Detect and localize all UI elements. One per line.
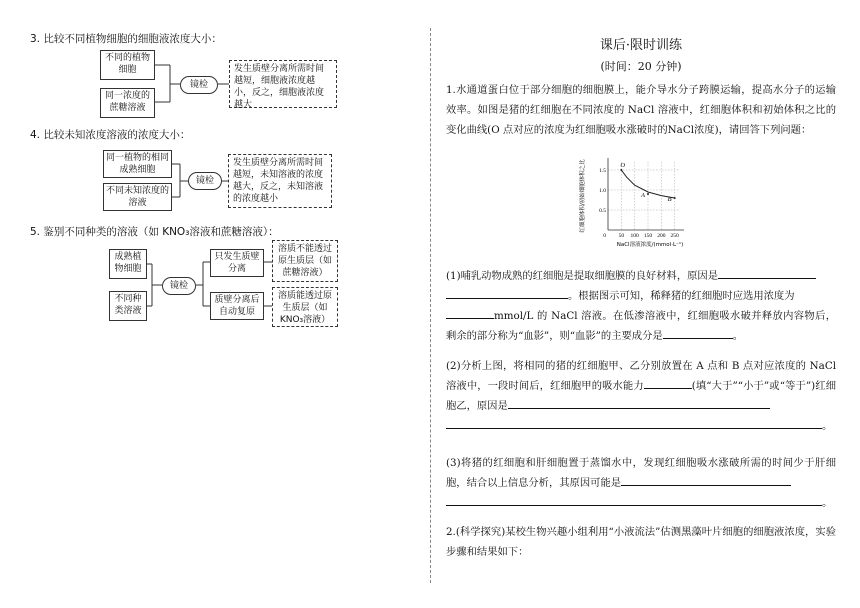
q1-1-text-c: mmol/L 的 NaCl 溶液。在低渗溶液中，红细胞吸水破并释放内容物后，剩余的部分称为“血影”，则“血影”的主要成分是 [446,310,836,342]
point-label-o: O [620,162,626,169]
question-2: 2.(科学探究)某校生物兴趣小组利用“小液流法”估测黑藻叶片细胞的细胞液浓度，实验步骤和结果如下： [446,526,836,558]
answer-blank-5-cont[interactable] [446,416,822,429]
answer-blank-6[interactable] [621,473,791,486]
rbc-volume-chart [572,152,712,252]
y-tick-label: 1.5 [599,168,606,174]
section-3-solution-box: 同一浓度的蔗糖溶液 [100,88,155,118]
section-5-cell-box: 成熟植物细胞 [109,249,147,279]
question-1-part-2: (2)分析上图，将相同的猪的红细胞甲、乙分别放置在 A 点和 B 点对应浓度的 NaCl 溶液中，一段时间后，红细胞甲的吸水能力 (填“大于”“小于”或“等于”)红细胞乙，原因是 。 [446,360,836,432]
origin-label: 0 [603,233,606,239]
point-label-b: B [667,196,672,203]
section-3-microscope-oval: 镜检 [180,76,218,94]
question-1-intro: 1.水通道蛋白位于部分细胞的细胞膜上，能介导水分子跨膜运输，提高水分子的运输效率。如图是猪的红细胞在不同浓度的 NaCl 溶液中，红细胞体积和初始体积之比的变化曲线(O 点对应的浓度为红细胞吸水涨破时的NaCl浓度)，请回答下列问题： [446,84,836,136]
answer-blank-3[interactable] [663,326,733,339]
section-4-microscope-oval: 镜检 [188,172,222,190]
x-tick-label: 250 [670,233,679,239]
q1-1-text-a: (1)哺乳动物成熟的红细胞是提取细胞膜的良好材料，原因是 [446,270,719,282]
y-axis-title: 红细胞体积/初始细胞体积之比 [580,159,586,233]
section-5-title: 5. 鉴别不同种类的溶液（如 KNO₃溶液和蔗糖溶液）： [30,226,279,238]
point-b [674,197,676,199]
section-4-solution-box: 不同未知浓度的溶液 [103,183,172,211]
q1-2-text-a: (2)分析上图，将相同的猪的红细胞甲、乙分别放置在 A 点和 B 点对应浓度的 NaCl 溶液中，一段时间后，红细胞甲的吸水能力 [446,360,836,392]
point-o [620,169,622,171]
answer-blank-5[interactable] [508,396,770,409]
section-5-plasmolysis-only-box: 只发生质壁分离 [210,249,264,277]
section-4-cell-box: 同一植物的相同成熟细胞 [103,150,172,178]
section-3-title: 3. 比较不同植物细胞的细胞液浓度大小： [30,33,222,45]
column-divider [430,28,431,583]
section-5-kno3-result-box: 溶质能透过原生质层（如KNO₃溶液） [272,287,338,327]
x-tick-label: 200 [657,233,666,239]
q1-2-text-b: (填“大于”“小于”或“等于”)红细胞乙，原因是 [446,380,836,412]
section-5-microscope-oval: 镜检 [162,277,196,295]
section-5-solution-box: 不同种类溶液 [109,291,147,321]
answer-blank-2[interactable] [446,306,494,319]
question-1-part-3: (3)将猪的红细胞和肝细胞置于蒸馏水中，发现红细胞吸水涨破所需的时间少于肝细胞，结合以上信息分析，其原因可能是 。 [446,457,836,509]
section-5-auto-recovery-box: 质壁分离后自动复原 [210,292,264,320]
x-tick-label: 50 [618,233,625,239]
answer-blank-1[interactable] [718,266,816,279]
x-tick-label: 100 [630,233,639,239]
y-tick-label: 0.5 [599,208,606,214]
section-5-sucrose-result-box: 溶质不能透过原生质层（如蔗糖溶液） [272,240,338,282]
section-3-result-box: 发生质壁分离所需时间越短，细胞液浓度越小，反之，细胞液浓度越大 [229,60,337,108]
q1-3-text-a: (3)将猪的红细胞和肝细胞置于蒸馏水中，发现红细胞吸水涨破所需的时间少于肝细胞，结合以上信息分析，其原因可能是 [446,457,836,489]
time-limit: (时间：20 分钟) [600,60,682,73]
answer-blank-6-cont[interactable] [446,493,822,506]
page-heading: 课后·限时训练 [599,38,683,53]
answer-blank-1-cont[interactable] [446,286,568,299]
point-a [647,193,649,195]
section-4-result-box: 发生质壁分离所需时间越短，未知溶液的浓度越大，反之，未知溶液的浓度越小 [228,154,332,208]
y-tick-label: 1.0 [599,188,606,194]
point-label-a: A [641,192,645,199]
x-axis-title: NaCl溶液浓度/(mmol·L⁻¹) [616,242,684,248]
answer-blank-4[interactable] [644,376,692,389]
x-tick-label: 150 [643,233,653,239]
question-1-part-1: (1)哺乳动物成熟的红细胞是提取细胞膜的良好材料，原因是 。根据图示可知，稀释猪的红细胞时应选用浓度为 mmol/L 的 NaCl 溶液。在低渗溶液中，红细胞吸水破并释放内容物后，剩余的部分称为“血影”，则“血影”的主要成分是 。 [446,266,836,346]
section-3-cell-box: 不同的植物细胞 [100,50,155,80]
q1-1-text-b: 。根据图示可知，稀释猪的红细胞时应选用浓度为 [568,290,795,302]
section-4-title: 4. 比较未知浓度溶液的浓度大小： [30,129,191,141]
